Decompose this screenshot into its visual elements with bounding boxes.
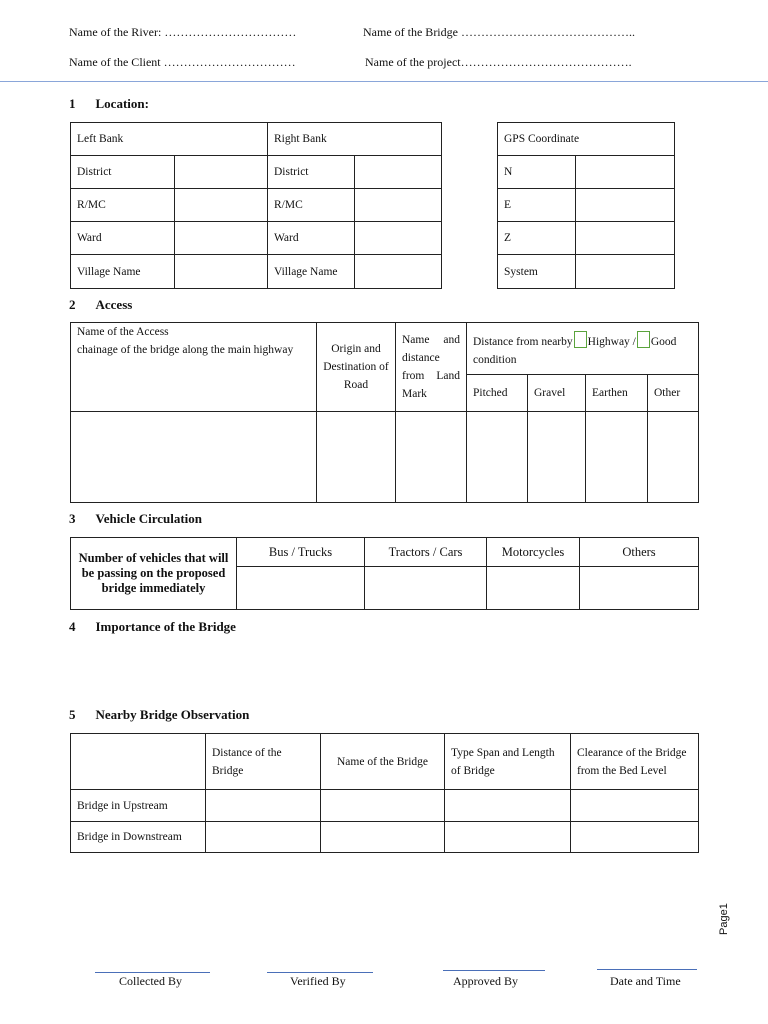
- section-4-heading: 4 Importance of the Bridge: [69, 619, 236, 634]
- project-name-line: Name of the project…………………………………….: [365, 55, 632, 69]
- signature-verified-by: Verified By: [290, 974, 346, 988]
- bridge-name-line: Name of the Bridge ……………………………………..: [363, 25, 635, 39]
- gps-row-label: System: [498, 255, 576, 289]
- checkbox-highway[interactable]: [574, 331, 587, 348]
- nearby-input-cell[interactable]: [206, 822, 321, 853]
- nearby-col-clearance: Clearance of the Bridge from the Bed Level: [571, 734, 699, 790]
- access-sub-other: Other: [648, 375, 699, 412]
- signature-approved-by: Approved By: [453, 974, 518, 988]
- location-row-label: Ward: [71, 222, 175, 255]
- gps-input-cell[interactable]: [576, 222, 675, 255]
- signature-date-time: Date and Time: [610, 974, 681, 988]
- nearby-bridge-table: [70, 733, 699, 853]
- gps-row-label: E: [498, 189, 576, 222]
- vehicle-col-bus: Bus / Trucks: [237, 538, 365, 567]
- gps-input-cell[interactable]: [576, 255, 675, 289]
- nearby-col-type: Type Span and Length of Bridge: [445, 734, 571, 790]
- location-input-cell[interactable]: [355, 255, 442, 289]
- vehicle-table: [70, 537, 699, 610]
- checkbox-good[interactable]: [637, 331, 650, 348]
- signature-line-collected: [95, 972, 210, 973]
- access-col-landmark: Name and distance from Land Mark: [396, 323, 467, 412]
- page-number: Page1: [718, 903, 730, 935]
- access-input-cell[interactable]: [528, 412, 586, 503]
- section-5-heading: 5 Nearby Bridge Observation: [69, 707, 250, 722]
- signature-collected-by: Collected By: [119, 974, 182, 988]
- access-col-distance: Distance from nearby Highway / Good condition: [467, 323, 699, 375]
- location-row-label: Village Name: [71, 255, 175, 289]
- vehicle-label: Number of vehicles that will be passing on the proposed bridge immediately: [71, 538, 237, 610]
- location-input-cell[interactable]: [355, 222, 442, 255]
- location-row-label: Ward: [268, 222, 355, 255]
- location-input-cell[interactable]: [175, 222, 268, 255]
- nearby-row-label: Bridge in Downstream: [71, 822, 206, 853]
- location-input-cell[interactable]: [355, 189, 442, 222]
- gps-table: [497, 122, 675, 289]
- gps-header: GPS Coordinate: [498, 123, 675, 156]
- gps-input-cell[interactable]: [576, 189, 675, 222]
- nearby-header-blank: [71, 734, 206, 790]
- access-sub-earthen: Earthen: [586, 375, 648, 412]
- location-input-cell[interactable]: [355, 156, 442, 189]
- gps-row-label: Z: [498, 222, 576, 255]
- access-input-cell[interactable]: [467, 412, 528, 503]
- access-table: [70, 322, 699, 503]
- location-row-label: R/MC: [268, 189, 355, 222]
- access-col-name: Name of the Access chainage of the bridge along the main highway: [71, 323, 317, 412]
- gps-input-cell[interactable]: [576, 156, 675, 189]
- location-input-cell[interactable]: [175, 156, 268, 189]
- access-input-cell[interactable]: [71, 412, 317, 503]
- header-rule: [0, 81, 768, 82]
- nearby-input-cell[interactable]: [321, 822, 445, 853]
- access-sub-pitched: Pitched: [467, 375, 528, 412]
- river-name-line: Name of the River: ……………………………: [69, 25, 297, 39]
- vehicle-input-cell[interactable]: [365, 567, 487, 610]
- vehicle-input-cell[interactable]: [580, 567, 699, 610]
- location-input-cell[interactable]: [175, 189, 268, 222]
- nearby-input-cell[interactable]: [571, 822, 699, 853]
- vehicle-input-cell[interactable]: [237, 567, 365, 610]
- gps-row-label: N: [498, 156, 576, 189]
- location-input-cell[interactable]: [175, 255, 268, 289]
- nearby-input-cell[interactable]: [571, 790, 699, 822]
- nearby-col-name: Name of the Bridge: [321, 734, 445, 790]
- nearby-row-label: Bridge in Upstream: [71, 790, 206, 822]
- section-3-heading: 3 Vehicle Circulation: [69, 511, 203, 526]
- nearby-col-distance: Distance of the Bridge: [206, 734, 321, 790]
- nearby-input-cell[interactable]: [445, 790, 571, 822]
- access-input-cell[interactable]: [586, 412, 648, 503]
- vehicle-col-others: Others: [580, 538, 699, 567]
- signature-line-verified: [267, 972, 373, 973]
- access-col-origin: Origin and Destination of Road: [317, 323, 396, 412]
- section-2-heading: 2 Access: [69, 297, 133, 312]
- location-row-label: District: [268, 156, 355, 189]
- location-row-label: R/MC: [71, 189, 175, 222]
- nearby-input-cell[interactable]: [321, 790, 445, 822]
- client-name-line: Name of the Client ……………………………: [69, 55, 296, 69]
- location-row-label: Village Name: [268, 255, 355, 289]
- vehicle-col-motorcycles: Motorcycles: [487, 538, 580, 567]
- location-row-label: District: [71, 156, 175, 189]
- vehicle-input-cell[interactable]: [487, 567, 580, 610]
- access-input-cell[interactable]: [317, 412, 396, 503]
- access-input-cell[interactable]: [396, 412, 467, 503]
- access-sub-gravel: Gravel: [528, 375, 586, 412]
- signature-line-approved: [443, 970, 545, 971]
- signature-line-date: [597, 969, 697, 970]
- location-table: [70, 122, 442, 289]
- left-bank-header: Left Bank: [71, 123, 268, 156]
- right-bank-header: Right Bank: [268, 123, 442, 156]
- nearby-input-cell[interactable]: [206, 790, 321, 822]
- section-1-heading: 1 Location:: [69, 96, 149, 111]
- access-input-cell[interactable]: [648, 412, 699, 503]
- vehicle-col-tractors: Tractors / Cars: [365, 538, 487, 567]
- nearby-input-cell[interactable]: [445, 822, 571, 853]
